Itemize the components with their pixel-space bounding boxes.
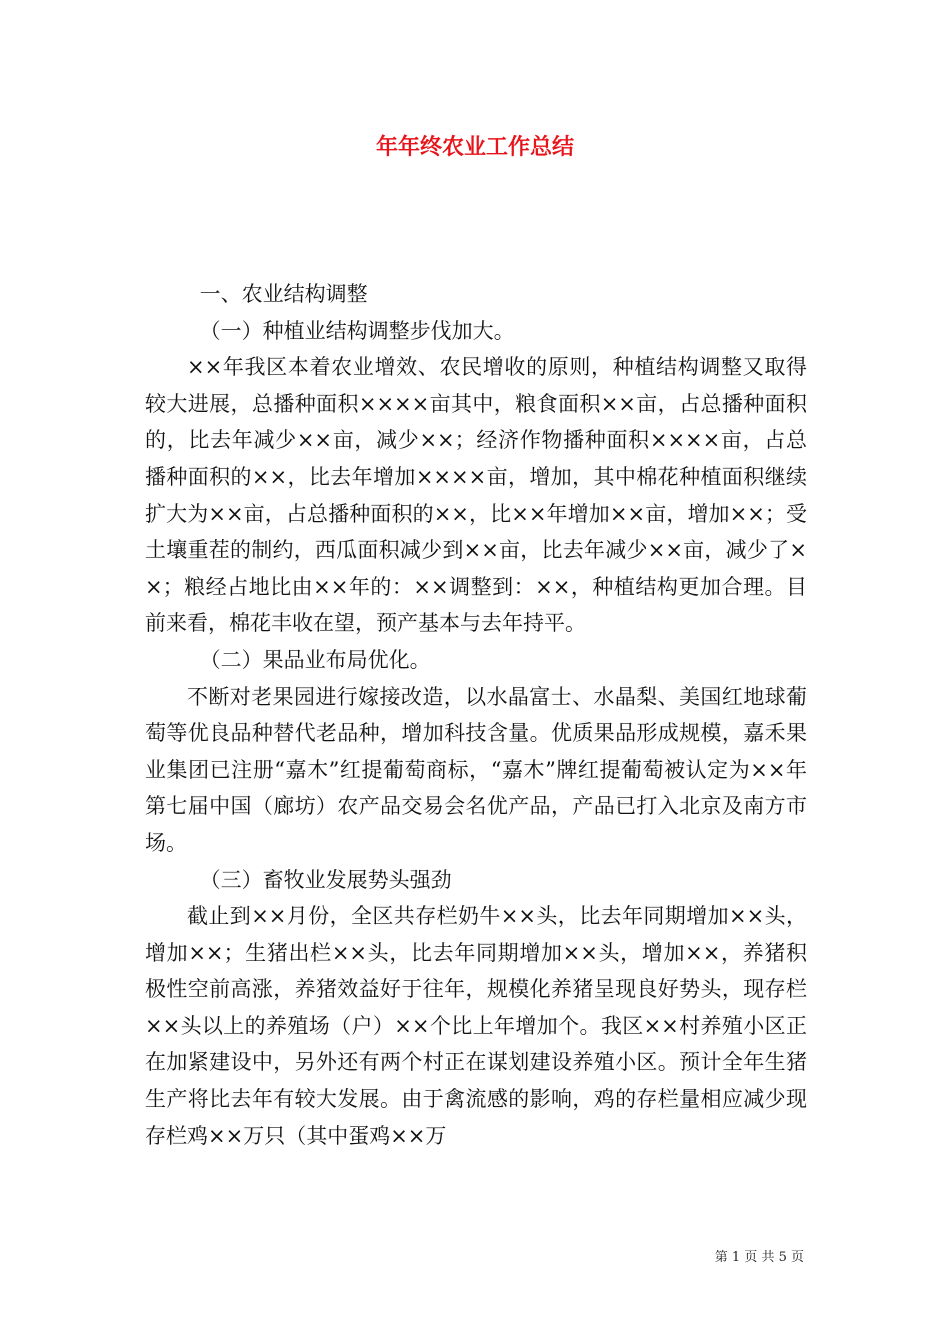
section-heading: 一、农业结构调整 xyxy=(199,282,368,306)
subsection-heading: （三）畜牧业发展势头强劲 xyxy=(199,867,452,892)
document-title: 年年终农业工作总结 xyxy=(375,135,574,160)
subsection-heading: （二）果品业布局优化。 xyxy=(199,647,431,672)
body-paragraph: 截止到××月份，全区共存栏奶牛××头，比去年同期增加××头，增加××；生猪出栏××头，比去年同期增加××头，增加××，养猪积极性空前高涨，养猪效益好于往年，规模化养猪呈现良好势头，现存栏××头以上的养殖场（户）××个比上年增加个。我区××村养殖小区正在加紧建设中，另外还有两个村正在谋划建设养殖小区。预计全年生猪生产将比去年有较大发展。由于禽流感的影响，鸡的存栏量相应减少现存栏鸡××万只（其中蛋鸡××万 xyxy=(145,904,807,1148)
page-number: 第 1 页 共 5 页 xyxy=(714,1250,804,1265)
body-paragraph: ××年我区本着农业增效、农民增收的原则，种植结构调整又取得较大进展，总播种面积××××亩其中，粮食面积××亩，占总播种面积的，比去年减少××亩，减少××；经济作物播种面积××××亩，占总播种面积的××，比去年增加××××亩，增加，其中棉花种植面积继续扩大为××亩，占总播种面积的××，比××年增加××亩，增加××；受土壤重茬的制约，西瓜面积减少到××亩，比去年减少××亩，减少了××；粮经占地比由××年的：××调整到：××，种植结构更加合理。目前来看，棉花丰收在望，预产基本与去年持平。 xyxy=(145,355,807,636)
body-paragraph: 不断对老果园进行嫁接改造，以水晶富士、水晶梨、美国红地球葡萄等优良品种替代老品种，增加科技含量。优质果品形成规模，嘉禾果业集团已注册“嘉木”红提葡萄商标，“嘉木”牌红提葡萄被认定为××年第七届中国（廊坊）农产品交易会名优产品，产品已打入北京及南方市场。 xyxy=(145,684,807,855)
subsection-heading: （一）种植业结构调整步伐加大。 xyxy=(199,318,515,343)
document-body xyxy=(145,276,807,1154)
